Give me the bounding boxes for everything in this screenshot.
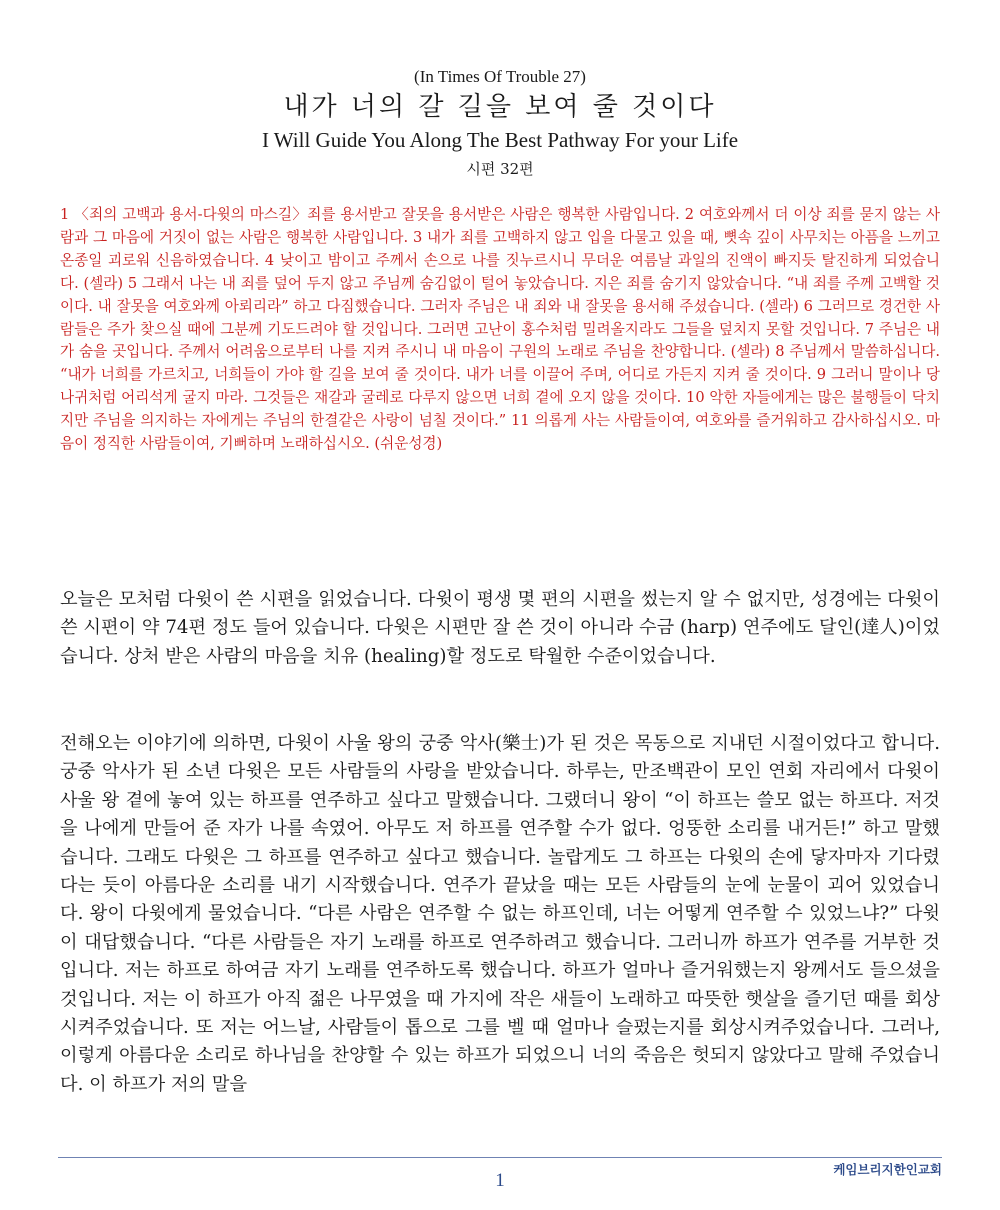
scripture-passage: 1 〈죄의 고백과 용서-다윗의 마스길〉죄를 용서받고 잘못을 용서받은 사람은 행복한 사람입니다. 2 여호와께서 더 이상 죄를 묻지 않는 사람과 그 마음에 거짓이 없는 사람은 행복한 사람입니다. 3 내가 죄를 고백하지 않고 입을 다물고 있을 때, 뼛속 깊이 사무치는 아픔을 느끼고 온종일 괴로워 신음하였습니다. 4 낮이고 밤이고 주께서 손으로 나를 짓누르시니 무더운 여름날 과일의 진액이 빠지듯 탈진하게 되었습니다. (셀라) 5 그래서 나는 내 죄를 덮어 두지 않고 주님께 숨김없이 털어 놓았습니다. 지은 죄를 숨기지 않았습니다. “내 죄를 주께 고백할 것이다. 내 잘못을 여호와께 아뢰리라” 하고 다짐했습니다. 그러자 주님은 내 죄와 내 잘못을 용서해 주셨습니다. (셀라) 6 그러므로 경건한 사람들은 주가 찾으실 때에 그분께 기도드려야 할 것입니다. 그러면 고난이 홍수처럼 밀려올지라도 그들을 덮치지 못할 것입니다. 7 주님은 내가 숨을 곳입니다. 주께서 어려움으로부터 나를 지켜 주시니 내 마음이 구원의 노래로 주님을 찬양합니다. (셀라) 8 주님께서 말씀하십니다. “내가 너희를 가르치고, 너희들이 가야 할 길을 보여 줄 것이다. 내가 너를 이끌어 주며, 어디로 가든지 지켜 줄 것이다. 9 그러니 말이나 당나귀처럼 어리석게 굴지 마라. 그것들은 재갈과 굴레로 다루지 않으면 너희 곁에 오지 않을 것이다. 10 악한 자들에게는 많은 불행들이 닥치지만 주님을 의지하는 자에게는 주님의 한결같은 사랑이 넘칠 것이다.” 11 의롭게 사는 사람들이여, 여호와를 즐거워하고 감사하십시오. 마음이 정직한 사람들이여, 기뻐하며 노래하십시오. (쉬운성경) — [60, 206, 940, 453]
title-english: I Will Guide You Along The Best Pathway For your Life — [261, 128, 739, 152]
body-paragraph-2: 전해오는 이야기에 의하면, 다윗이 사울 왕의 궁중 악사(樂士)가 된 것은 목동으로 지내던 시절이었다고 합니다. 궁중 악사가 된 소년 다윗은 모든 사람들의 사랑을 받았습니다. 하루는, 만조백관이 모인 연회 자리에서 다윗이 사울 왕 곁에 놓여 있는 하프를 연주하고 싶다고 말했습니다. 그랬더니 왕이 “이 하프는 쓸모 없는 하프다. 저것을 나에게 만들어 준 자가 나를 속였어. 아무도 저 하프를 연주할 수가 없다. 엉뚱한 소리를 내거든!” 하고 말했습니다. 그래도 다윗은 그 하프를 연주하고 싶다고 했습니다. 놀랍게도 그 하프는 다윗의 손에 닿자마자 기다렸다는 듯이 아름다운 소리를 내기 시작했습니다. 연주가 끝났을 때는 모든 사람들의 눈에 눈물이 괴어 있었습니다. 왕이 다윗에게 물었습니다. “다른 사람은 연주할 수 없는 하프인데, 너는 어떻게 연주할 수 있었느냐?” 다윗이 대답했습니다. “다른 사람들은 자기 노래를 하프로 연주하려고 했습니다. 그러니까 하프가 연주를 거부한 것입니다. 저는 하프로 하여금 자기 노래를 연주하도록 했습니다. 하프가 얼마나 즐거워했는지 왕께서도 들으셨을 것입니다. 저는 이 하프가 아직 젊은 나무였을 때 가지에 작은 새들이 노래하고 따뜻한 햇살을 즐기던 때를 회상시켜주었습니다. 또 저는 어느날, 사람들이 톱으로 그를 벨 때 얼마나 슬펐는지를 회상시켜주었습니다. 그러나, 이렇게 아름다운 소리로 하나님을 찬양할 수 있는 하프가 되었으니 너의 죽음은 헛되지 않았다고 말해 주었습니다. 이 하프가 저의 말을 — [60, 733, 940, 1095]
church-name: 케임브리지한인교회 — [833, 1162, 942, 1177]
body-paragraph-1: 오늘은 모처럼 다윗이 쓴 시편을 읽었습니다. 다윗이 평생 몇 편의 시편을 썼는지 알 수 없지만, 성경에는 다윗이 쓴 시편이 약 74편 정도 들어 있습니다. 다윗은 시편만 잘 쓴 것이 아니라 수금 (harp) 연주에도 달인(達人)이었습니다. 상처 받은 사람의 마음을 치유 (healing)할 정도로 탁월한 수준이었습니다. — [60, 589, 940, 667]
header — [0, 66, 1000, 180]
series-label: (In Times Of Trouble 27) — [414, 67, 586, 86]
scripture-reference: 시편 32편 — [466, 160, 534, 178]
title-korean: 내가 너의 갈 길을 보여 줄 것이다 — [283, 92, 717, 122]
footer-divider — [58, 1157, 942, 1158]
page-number: 1 — [495, 1170, 505, 1191]
